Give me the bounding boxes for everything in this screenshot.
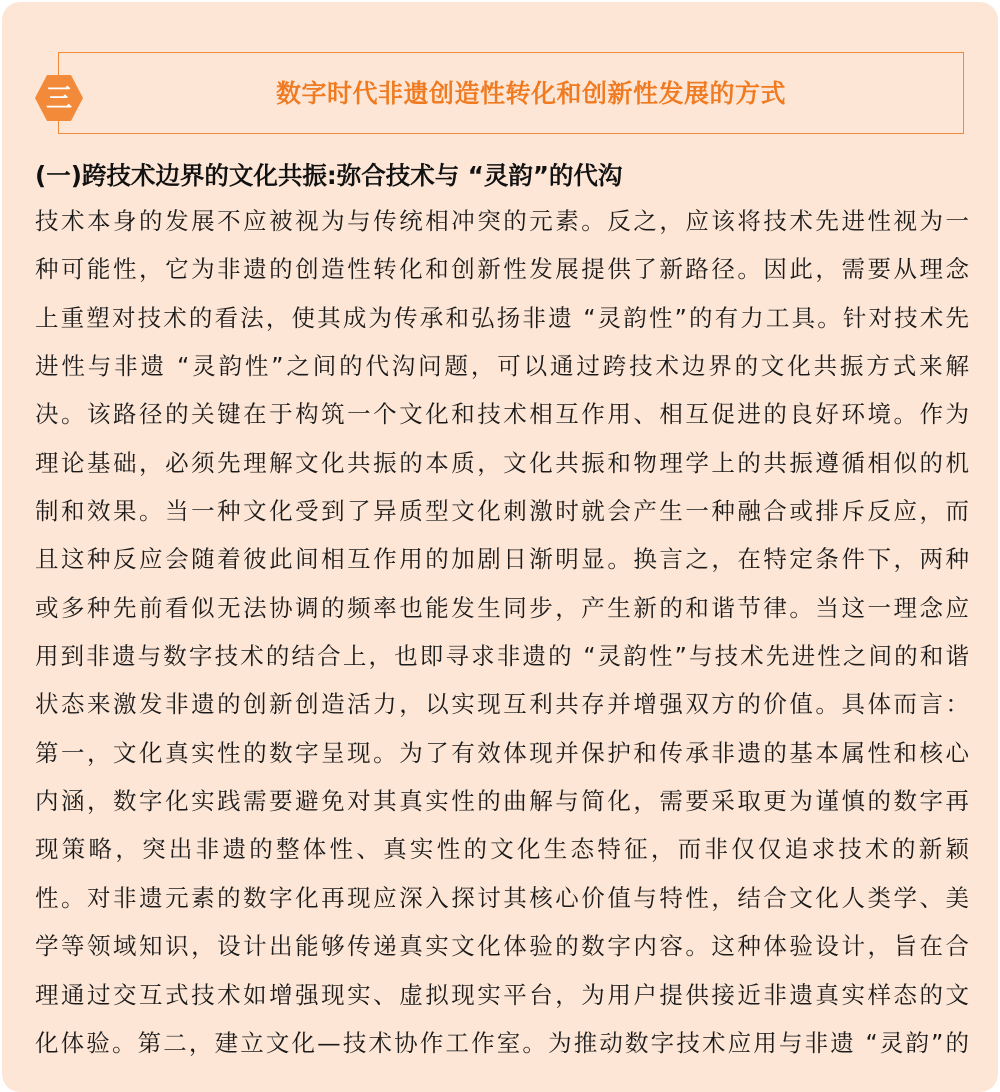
subsection-heading: (一)跨技术边界的文化共振:弥合技术与 “灵韵”的代沟 <box>35 161 623 190</box>
body-line: 制和效果。当一种文化受到了异质型文化刺激时就会产生一种融合或排斥反应，而 <box>35 497 969 526</box>
body-line: 化体验。第二，建立文化—技术协作工作室。为推动数字技术应用与非遗 “灵韵”的 <box>35 1028 969 1057</box>
body-line: 理通过交互式技术如增强现实、虚拟现实平台，为用户提供接近非遗真实样态的文 <box>35 980 969 1009</box>
body-line: 性。对非遗元素的数字化再现应深入探讨其核心价值与特性，结合文化人类学、美 <box>35 883 969 912</box>
body-line: 内涵，数字化实践需要避免对其真实性的曲解与简化，需要采取更为谨慎的数字再 <box>35 787 969 816</box>
body-line: 技术本身的发展不应被视为与传统相冲突的元素。反之，应该将技术先进性视为一 <box>35 207 969 235</box>
body-line: 决。该路径的关键在于构筑一个文化和技术相互作用、相互促进的良好环境。作为 <box>35 400 969 429</box>
section-number: 三 <box>45 84 73 114</box>
body-line: 或多种先前看似无法协调的频率也能发生同步，产生新的和谐节律。当这一理念应 <box>35 593 969 622</box>
section-title-box <box>58 52 964 134</box>
body-line: 现策略，突出非遗的整体性、真实性的文化生态特征，而非仅仅追求技术的新颖 <box>35 835 969 864</box>
body-line: 状态来激发非遗的创新创造活力，以实现互利共存并增强双方的价值。具体而言： <box>35 690 969 719</box>
body-text <box>35 197 969 1067</box>
body-line: 学等领域知识，设计出能够传递真实文化体验的数字内容。这种体验设计，旨在合 <box>35 932 969 961</box>
body-line: 上重塑对技术的看法，使其成为传承和弘扬非遗 “灵韵性”的有力工具。针对技术先 <box>35 303 969 332</box>
section-number-hexagon-icon <box>33 72 85 124</box>
body-line: 理论基础，必须先理解文化共振的本质，文化共振和物理学上的共振遵循相似的机 <box>35 448 969 477</box>
body-line: 进性与非遗 “灵韵性”之间的代沟问题，可以通过跨技术边界的文化共振方式来解 <box>35 352 969 381</box>
body-line: 种可能性，它为非遗的创造性转化和创新性发展提供了新路径。因此，需要从理念 <box>35 255 969 284</box>
article-card <box>2 2 998 1092</box>
body-line: 第一，文化真实性的数字呈现。为了有效体现并保护和传承非遗的基本属性和核心 <box>35 738 969 767</box>
section-title: 数字时代非遗创造性转化和创新性发展的方式 <box>275 79 786 108</box>
body-line: 用到非遗与数字技术的结合上，也即寻求非遗的 “灵韵性”与技术先进性之间的和谐 <box>35 642 969 671</box>
body-line: 且这种反应会随着彼此间相互作用的加剧日渐明显。换言之，在特定条件下，两种 <box>35 545 969 574</box>
